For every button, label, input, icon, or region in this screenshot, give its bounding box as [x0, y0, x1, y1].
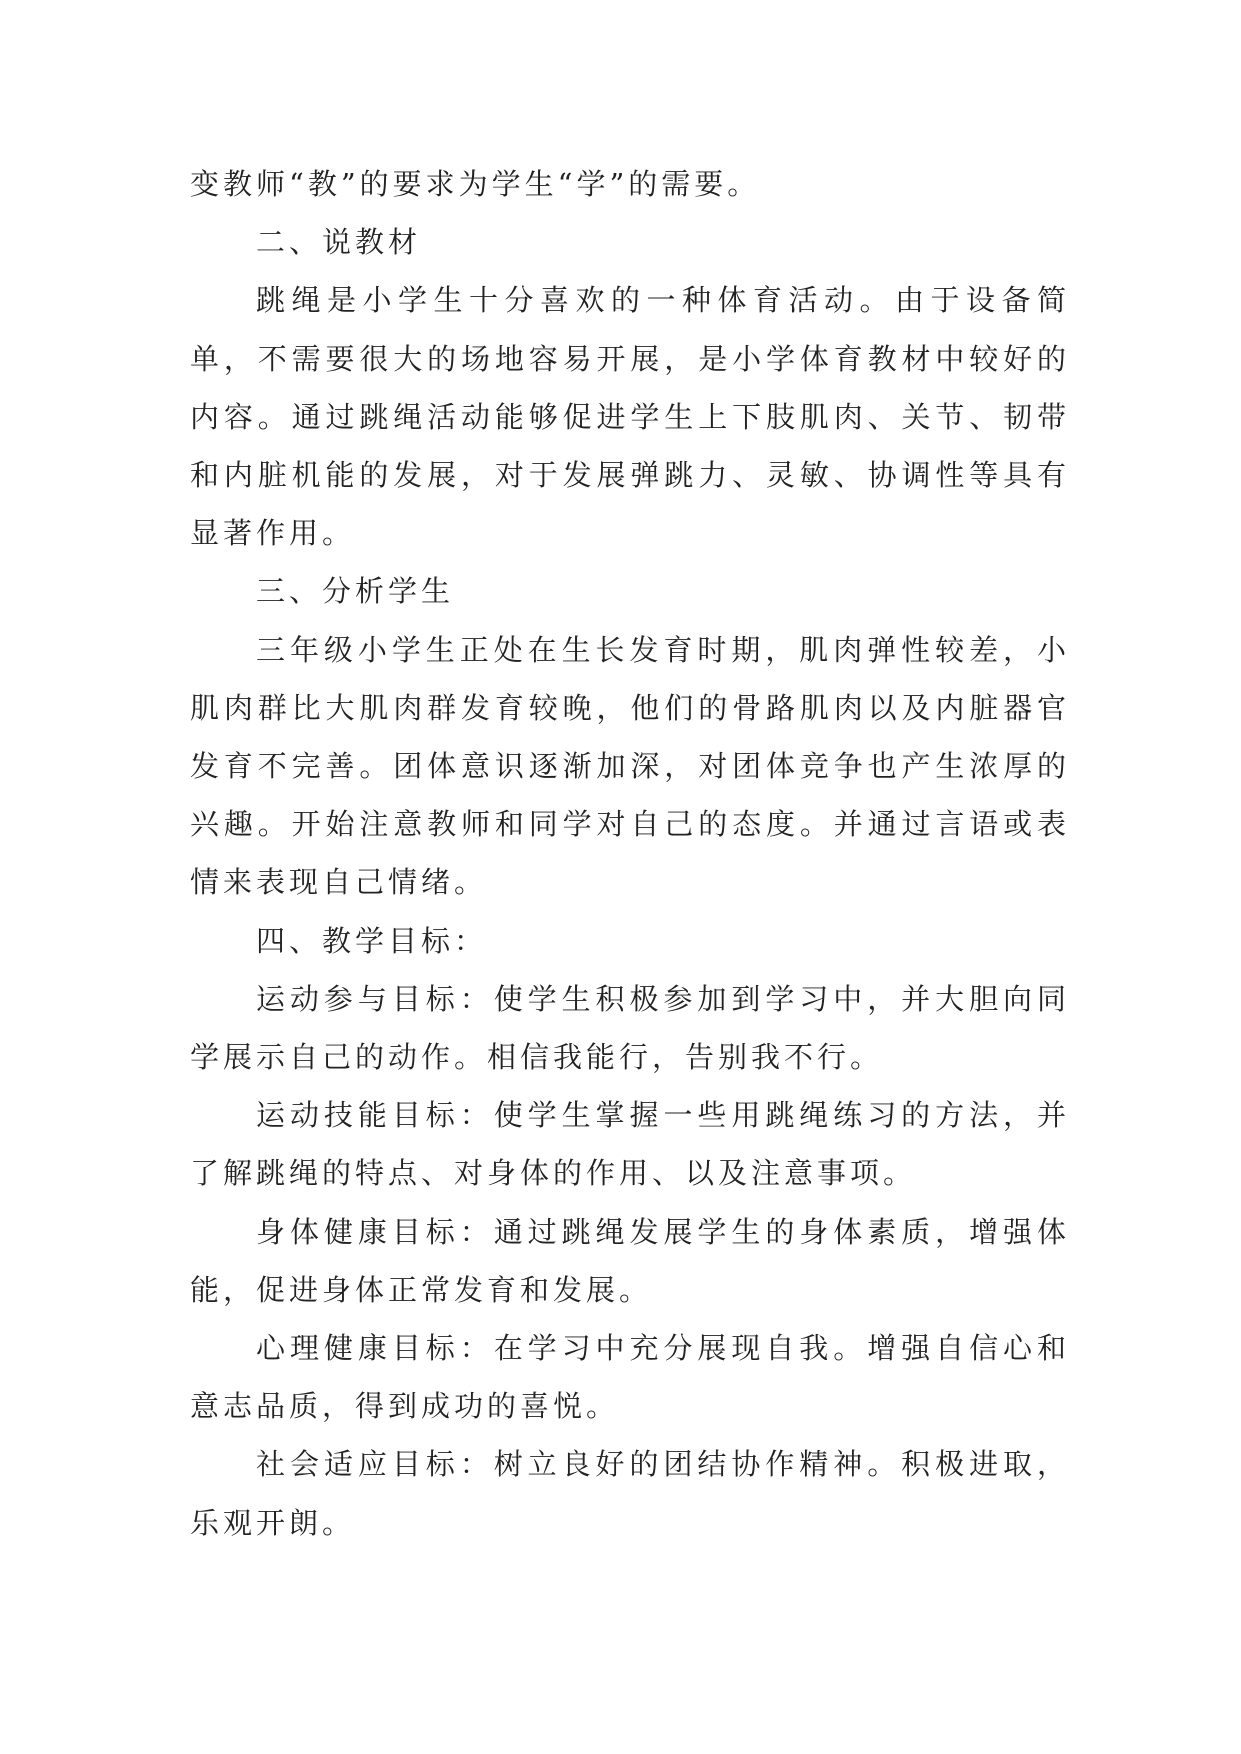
objective-skills: 运动技能目标：使学生掌握一些用跳绳练习的方法，并了解跳绳的特点、对身体的作用、以及注意事项。 — [190, 1098, 1070, 1191]
paragraph-students: 三年级小学生正处在生长发育时期，肌肉弹性较差，小肌肉群比大肌肉群发育较晚，他们的骨路肌肉以及内脏器官发育不完善。团体意识逐渐加深，对团体竞争也产生浓厚的兴趣。开始注意教师和同学对自己的态度。并通过言语或表情来表现自己情绪。 — [190, 632, 1070, 900]
document-body — [190, 155, 1070, 1552]
objective-social-adaptation: 社会适应目标：树立良好的团结协作精神。积极进取，乐观开朗。 — [190, 1447, 1070, 1540]
section-heading-textbook: 二、说教材 — [256, 225, 422, 260]
paragraph-textbook: 跳绳是小学生十分喜欢的一种体育活动。由于设备简单，不需要很大的场地容易开展，是小学体育教材中较好的内容。通过跳绳活动能够促进学生上下肢肌肉、关节、韧带和内脏机能的发展，对于发展弹跳力、灵敏、协调性等具有显著作用。 — [190, 283, 1070, 551]
objective-physical-health: 身体健康目标：通过跳绳发展学生的身体素质，增强体能，促进身体正常发育和发展。 — [190, 1214, 1070, 1307]
objective-mental-health: 心理健康目标：在学习中充分展现自我。增强自信心和意志品质，得到成功的喜悦。 — [190, 1331, 1070, 1424]
objective-participation: 运动参与目标：使学生积极参加到学习中，并大胆向同学展示自己的动作。相信我能行，告别我不行。 — [190, 981, 1070, 1075]
paragraph-continuation: 变教师“教”的要求为学生“学”的需要。 — [190, 167, 761, 201]
section-heading-students: 三、分析学生 — [256, 574, 455, 609]
section-heading-objectives: 四、教学目标： — [256, 923, 488, 958]
